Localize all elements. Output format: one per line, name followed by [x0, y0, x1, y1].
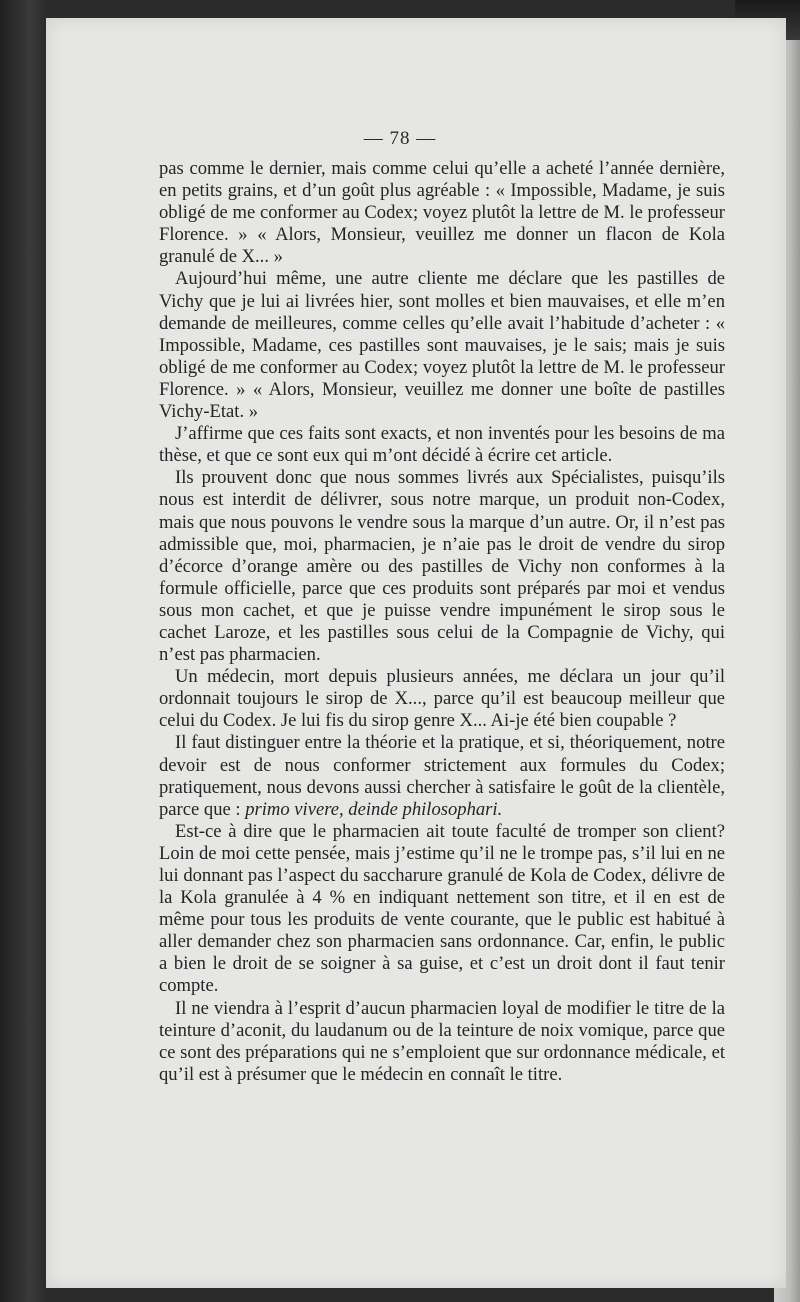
- paragraph-1: pas comme le dernier, mais comme celui qu’elle a acheté l’année dernière, en petits grains, et d’un goût plus agréable : « Impossible, Madame, je suis obligé de me conformer au Codex; voyez plutôt la lettre de M. le professeur Florence. » « Alors, Monsieur, veuillez me donner un flacon de Kola granulé de X... »: [159, 158, 725, 268]
- paragraph-2: Aujourd’hui même, une autre cliente me déclare que les pastilles de Vichy que je lui ai livrées hier, sont molles et bien mauvaises, et elle m’en demande de meilleures, comme celles qu’elle avait l’habitude d’acheter : « Impossible, Madame, ces pastilles sont mauvaises, je le sais; mais je suis obligé de me conformer au Codex; voyez plutôt la lettre de M. le professeur Florence. » « Alors, Monsieur, veuillez me donner une boîte de pastilles Vichy-Etat. »: [159, 268, 725, 423]
- body-text: [159, 158, 725, 1086]
- paragraph-3: J’affirme que ces faits sont exacts, et non inventés pour les besoins de ma thèse, et que ce sont eux qui m’ont décidé à écrire cet article.: [159, 423, 725, 467]
- paragraph-4: Ils prouvent donc que nous sommes livrés aux Spécialistes, puisqu’ils nous est interdit de délivrer, sous notre marque, un produit non-Codex, mais que nous pouvons le vendre sous la marque d’un autre. Or, il n’est pas admissible que, moi, pharmacien, je n’aie pas le droit de vendre du sirop d’écorce d’orange amère ou des pastilles de Vichy non conformes à la formule officielle, parce que ces produits sont préparés par moi et vendus sous mon cachet, et que je puisse vendre impunément le sirop sous le cachet Laroze, et les pastilles sous celui de la Compagnie de Vichy, qui n’est pas pharmacien.: [159, 467, 725, 666]
- paragraph-8: Il ne viendra à l’esprit d’aucun pharmacien loyal de modifier le titre de la teinture d’aconit, du laudanum ou de la teinture de noix vomique, parce que ce sont des préparations qui ne s’emploient que sur ordonnance médicale, et qu’il est à présumer que le médecin en connaît le titre.: [159, 997, 725, 1085]
- paragraph-6: [159, 732, 725, 820]
- latin-quote: primo vivere, deinde philosophari.: [245, 798, 503, 820]
- paragraph-7: Est-ce à dire que le pharmacien ait toute faculté de tromper son client? Loin de moi cette pensée, mais j’estime qu’il ne le trompe pas, s’il lui en ne lui donnant pas l’aspect du saccharure granulé de Kola de Codex, délivre de la Kola granulée à 4 % en indiquant nettement son titre, et il en est de même pour tous les produits de vente courante, que le public est habitué à aller demander chez son pharmacien sans ordonnance. Car, enfin, le public a bien le droit de se soigner à sa guise, et c’est un droit dont il faut tenir compte.: [159, 820, 725, 997]
- paragraph-6-text: Il faut distinguer entre la théorie et la pratique, et si, théoriquement, notre devoir est de nous conformer strictement aux formules du Codex; pratiquement, nous devons aussi chercher à satisfaire le goût de la clientèle, parce que :: [159, 732, 725, 820]
- page-number: — 78 —: [363, 128, 437, 149]
- paragraph-5: Un médecin, mort depuis plusieurs années, me déclara un jour qu’il ordonnait toujours le sirop de X..., parce qu’il est beaucoup meilleur que celui du Codex. Je lui fis du sirop genre X... Ai-je été bien coupable ?: [159, 666, 725, 732]
